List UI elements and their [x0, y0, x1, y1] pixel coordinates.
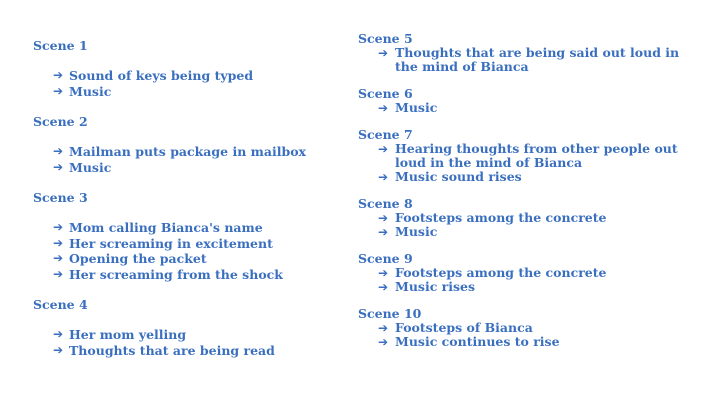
arrow-bullet-icon: ➔ [378, 211, 389, 225]
scene-block [358, 86, 703, 115]
scene-item [33, 251, 333, 267]
scene-item [358, 335, 703, 349]
scene-item [358, 280, 703, 294]
scene-item [358, 211, 703, 225]
scene-item-text: Music [69, 159, 112, 175]
scene-item-list [33, 327, 333, 358]
scene-item-text: Music continues to rise [395, 334, 560, 349]
scene-item-text: Music rises [395, 279, 476, 294]
scene-title: Scene 7 [358, 127, 413, 142]
scene-item [358, 170, 703, 184]
scene-title: Scene 3 [33, 190, 88, 205]
scene-item-text: Thoughts that are being said out loud in the mind of Bianca [395, 45, 680, 74]
scene-item-list [358, 46, 703, 74]
scene-item [33, 160, 333, 176]
scene-item-list [358, 266, 703, 294]
scene-item-list [358, 101, 703, 115]
arrow-bullet-icon: ➔ [53, 159, 64, 174]
scene-item [33, 84, 333, 100]
scene-item-list [358, 142, 703, 184]
left-column [33, 38, 333, 373]
scene-item-text: Hearing thoughts from other people out loud in the mind of Bianca [395, 141, 678, 170]
scene-title: Scene 4 [33, 297, 88, 312]
arrow-bullet-icon: ➔ [378, 142, 389, 156]
arrow-bullet-icon: ➔ [53, 342, 64, 357]
scene-item-list [358, 211, 703, 239]
scene-block [33, 114, 333, 175]
scene-item-text: Her mom yelling [69, 327, 187, 342]
scene-item-text: Footsteps among the concrete [395, 210, 607, 225]
arrow-bullet-icon: ➔ [53, 68, 64, 82]
scene-block [33, 38, 333, 99]
scene-item-text: Sound of keys being typed [69, 68, 254, 83]
scene-title: Scene 1 [33, 38, 88, 53]
scene-block [33, 190, 333, 282]
scene-item [33, 267, 333, 283]
scene-item-text: Music sound rises [395, 169, 522, 184]
arrow-bullet-icon: ➔ [378, 225, 389, 239]
scene-item [358, 266, 703, 280]
scene-item-text: Music [395, 100, 438, 115]
scene-block [358, 127, 703, 184]
scene-block [33, 297, 333, 358]
scene-block [358, 251, 703, 294]
scene-title: Scene 2 [33, 114, 88, 129]
arrow-bullet-icon: ➔ [53, 144, 64, 158]
scene-item [358, 225, 703, 239]
scene-item [33, 144, 333, 160]
scene-item-text: Her screaming in excitement [69, 235, 273, 251]
scene-title: Scene 8 [358, 196, 413, 211]
arrow-bullet-icon: ➔ [53, 327, 64, 341]
scene-block [358, 196, 703, 239]
scene-item [358, 101, 703, 115]
arrow-bullet-icon: ➔ [378, 101, 389, 115]
scene-item [358, 142, 703, 170]
scene-item-list [358, 321, 703, 349]
scene-item-text: Thoughts that are being read [69, 342, 275, 358]
scene-item [358, 321, 703, 335]
scene-item [33, 327, 333, 343]
scene-item-text: Mom calling Bianca's name [69, 220, 263, 235]
arrow-bullet-icon: ➔ [378, 335, 389, 349]
arrow-bullet-icon: ➔ [378, 266, 389, 280]
scene-item-text: Opening the packet [69, 251, 207, 266]
scene-item-text: Her screaming from the shock [69, 266, 283, 282]
scene-item [358, 46, 703, 74]
scene-item [33, 236, 333, 252]
scene-title: Scene 10 [358, 306, 422, 321]
arrow-bullet-icon: ➔ [53, 220, 64, 234]
scene-item-text: Footsteps of Bianca [395, 320, 533, 335]
scene-item [33, 220, 333, 236]
scene-title: Scene 9 [358, 251, 413, 266]
scene-item-list [33, 144, 333, 175]
arrow-bullet-icon: ➔ [53, 83, 64, 98]
arrow-bullet-icon: ➔ [53, 266, 64, 281]
arrow-bullet-icon: ➔ [378, 170, 389, 184]
arrow-bullet-icon: ➔ [53, 251, 64, 265]
scene-item [33, 68, 333, 84]
scene-block [358, 31, 703, 74]
scene-item [33, 343, 333, 359]
scene-title: Scene 5 [358, 31, 413, 46]
arrow-bullet-icon: ➔ [378, 280, 389, 294]
scene-item-text: Footsteps among the concrete [395, 265, 607, 280]
scene-item-text: Music [395, 224, 438, 239]
scene-item-list [33, 220, 333, 282]
scene-item-list [33, 68, 333, 99]
scene-item-text: Music [69, 83, 112, 99]
scene-item-text: Mailman puts package in mailbox [69, 144, 306, 159]
arrow-bullet-icon: ➔ [53, 235, 64, 250]
arrow-bullet-icon: ➔ [378, 321, 389, 335]
arrow-bullet-icon: ➔ [378, 46, 389, 60]
scene-block [358, 306, 703, 349]
scene-title: Scene 6 [358, 86, 413, 101]
right-column [358, 31, 703, 361]
